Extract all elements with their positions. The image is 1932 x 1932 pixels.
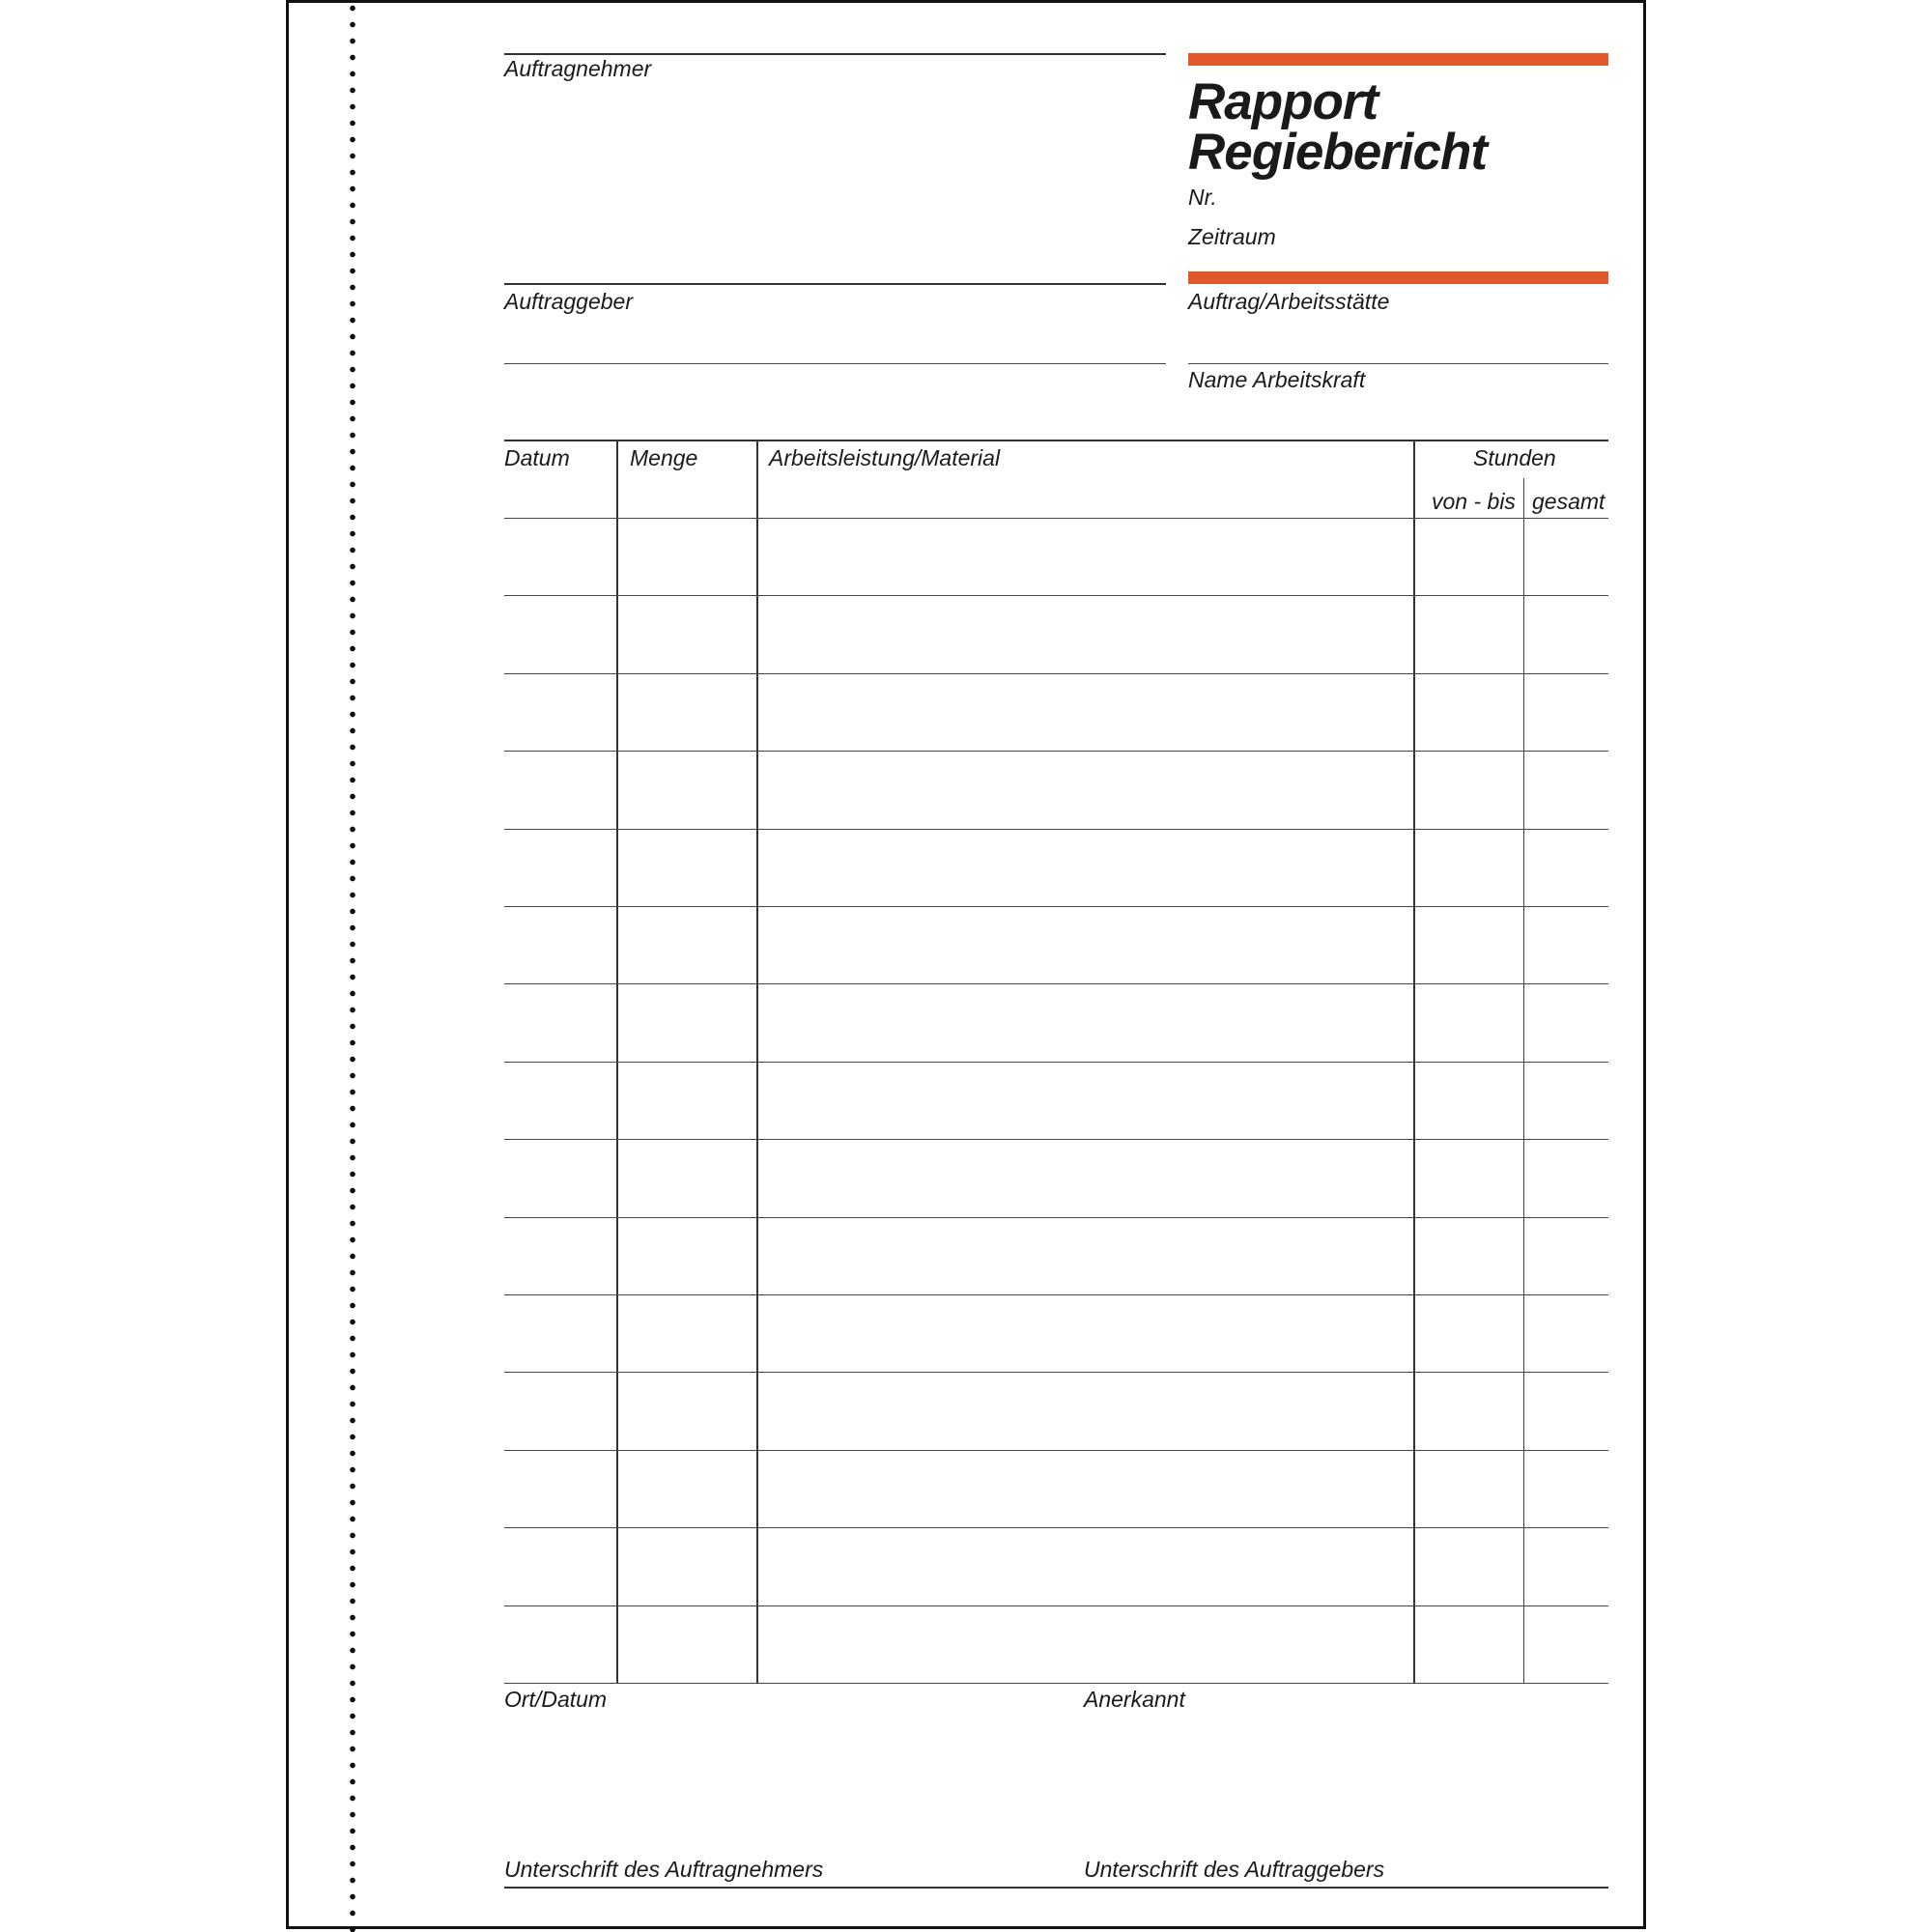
row-divider-line [504,1683,1608,1684]
table-row[interactable] [504,1606,1608,1684]
table-row[interactable] [504,596,1608,673]
ort-datum-field[interactable] [504,1718,1045,1853]
auftragnehmer-field[interactable] [504,87,1166,280]
table-row[interactable] [504,519,1608,596]
auftrag-bottom-line[interactable] [1188,363,1608,364]
table-row[interactable] [504,1528,1608,1605]
anerkannt-field[interactable] [1084,1718,1608,1853]
auftragnehmer-top-line [504,53,1166,55]
table-row[interactable] [504,1218,1608,1295]
ort-datum-label: Ort/Datum [504,1687,608,1712]
signature-bottom-line [504,1887,1608,1889]
col-header-von-bis: von - bis [1432,489,1516,514]
auftraggeber-top-line [504,283,1166,285]
col-header-stunden: Stunden [1473,445,1556,470]
table-row[interactable] [504,1295,1608,1373]
auftraggeber-label: Auftraggeber [504,289,633,314]
table-row[interactable] [504,984,1608,1062]
table-row[interactable] [504,1373,1608,1450]
table-row[interactable] [504,1063,1608,1140]
auftragnehmer-label: Auftragnehmer [504,56,652,81]
table-row[interactable] [504,1140,1608,1217]
title-accent-bar-bottom [1188,271,1608,284]
auftrag-label: Auftrag/Arbeitsstätte [1188,289,1390,314]
signature-auftraggeber-label: Unterschrift des Auftraggebers [1084,1857,1385,1882]
perforation-line [350,0,355,1932]
col-header-gesamt: gesamt [1532,489,1605,514]
table-top-line [504,440,1608,441]
table-row[interactable] [504,1451,1608,1528]
zeitraum-label: Zeitraum [1188,224,1276,249]
title-rapport: Rapport [1188,73,1378,130]
table-row[interactable] [504,674,1608,752]
col-header-menge: Menge [630,445,698,470]
signature-auftragnehmer-label: Unterschrift des Auftragnehmers [504,1857,824,1882]
title-accent-bar-top [1188,53,1608,66]
table-row[interactable] [504,752,1608,829]
title-regiebericht: Regiebericht [1188,124,1488,181]
table-row[interactable] [504,830,1608,907]
name-arbeitskraft-label: Name Arbeitskraft [1188,367,1366,392]
col-header-datum: Datum [504,445,570,470]
nr-label: Nr. [1188,185,1217,210]
auftraggeber-bottom-line[interactable] [504,363,1166,364]
table-row[interactable] [504,907,1608,984]
anerkannt-label: Anerkannt [1084,1687,1185,1712]
col-header-arbeitsleistung: Arbeitsleistung/Material [769,445,1001,470]
